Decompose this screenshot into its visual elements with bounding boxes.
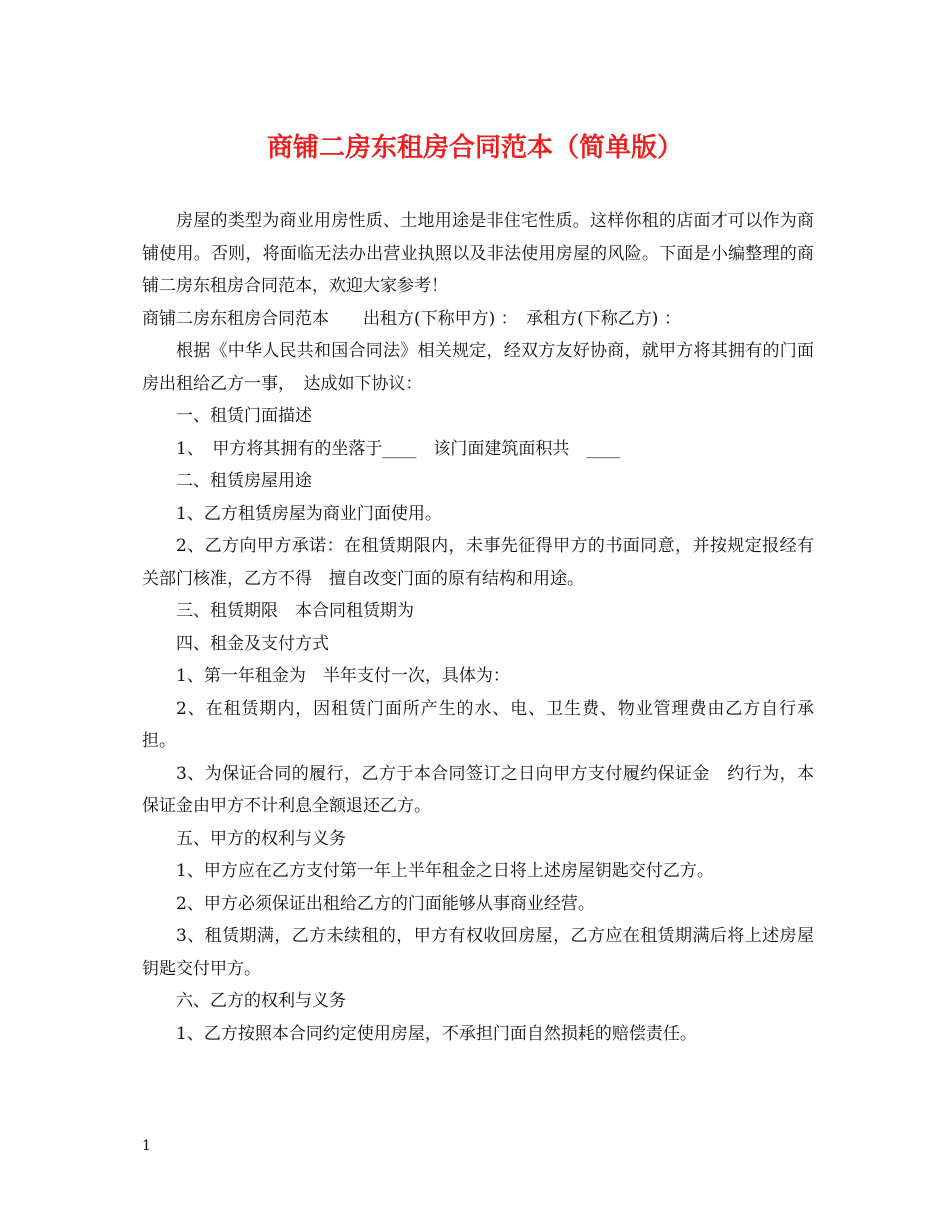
clause-2-1: 1、乙方租赁房屋为商业门面使用。 — [176, 503, 442, 524]
clause-4-1: 1、第一年租金为 半年支付一次，具体为： — [176, 666, 510, 686]
clause-5-3: 3、租赁期满，乙方未续租的，甲方有权收回房屋，乙方应在租赁期满后将上述房屋钥匙交付甲方。 — [142, 926, 814, 979]
parties-line: 商铺二房东租房合同范本 出租方(下称甲方) ： 承租方(下称乙方) ： — [142, 308, 681, 329]
section-heading-2: 二、租赁房屋用途 — [176, 471, 312, 491]
section-heading-4: 四、租金及支付方式 — [176, 633, 329, 654]
document-title: 商铺二房东租房合同范本（简单版） — [266, 133, 683, 163]
agreement-basis-paragraph: 根据《中华人民共和国合同法》相关规定，经双方友好协商，就甲方将其拥有的门面房出租给乙方一事， 达成如下协议： — [142, 341, 814, 394]
clause-4-3: 3、为保证合同的履行，乙方于本合同签订之日向甲方支付履约保证金 约行为，本保证金由甲方不计利息全额退还乙方。 — [142, 763, 814, 816]
clause-5-2: 2、甲方必须保证出租给乙方的门面能够从事商业经营。 — [176, 893, 595, 914]
section-heading-3: 三、租赁期限 本合同租赁期为 — [176, 601, 414, 621]
intro-paragraph: 房屋的类型为商业用房性质、土地用途是非住宅性质。这样你租的店面才可以作为商铺使用。否则，将面临无法办出营业执照以及非法使用房屋的风险。下面是小编整理的商铺二房东租房合同范本，欢迎大家参考！ — [142, 211, 814, 296]
clause-2-2: 2、乙方向甲方承诺：在租赁期限内，未事先征得甲方的书面同意，并按规定报经有关部门核准，乙方不得 擅自改变门面的原有结构和用途。 — [142, 536, 814, 589]
page-number: 1 — [142, 1138, 151, 1154]
clause-6-1: 1、乙方按照本合同约定使用房屋，不承担门面自然损耗的赔偿责任。 — [176, 1023, 697, 1044]
section-heading-1: 一、租赁门面描述 — [176, 406, 312, 426]
clause-5-1: 1、甲方应在乙方支付第一年上半年租金之日将上述房屋钥匙交付乙方。 — [176, 861, 714, 881]
clause-1-1: 1、 甲方将其拥有的坐落于____ 该门面建筑面积共 ____ — [176, 438, 621, 459]
section-heading-6: 六、乙方的权利与义务 — [176, 991, 346, 1011]
document-body — [142, 205, 814, 1050]
section-heading-5: 五、甲方的权利与义务 — [176, 828, 346, 849]
clause-4-2: 2、在租赁期内，因租赁门面所产生的水、电、卫生费、物业管理费由乙方自行承担。 — [142, 698, 814, 751]
